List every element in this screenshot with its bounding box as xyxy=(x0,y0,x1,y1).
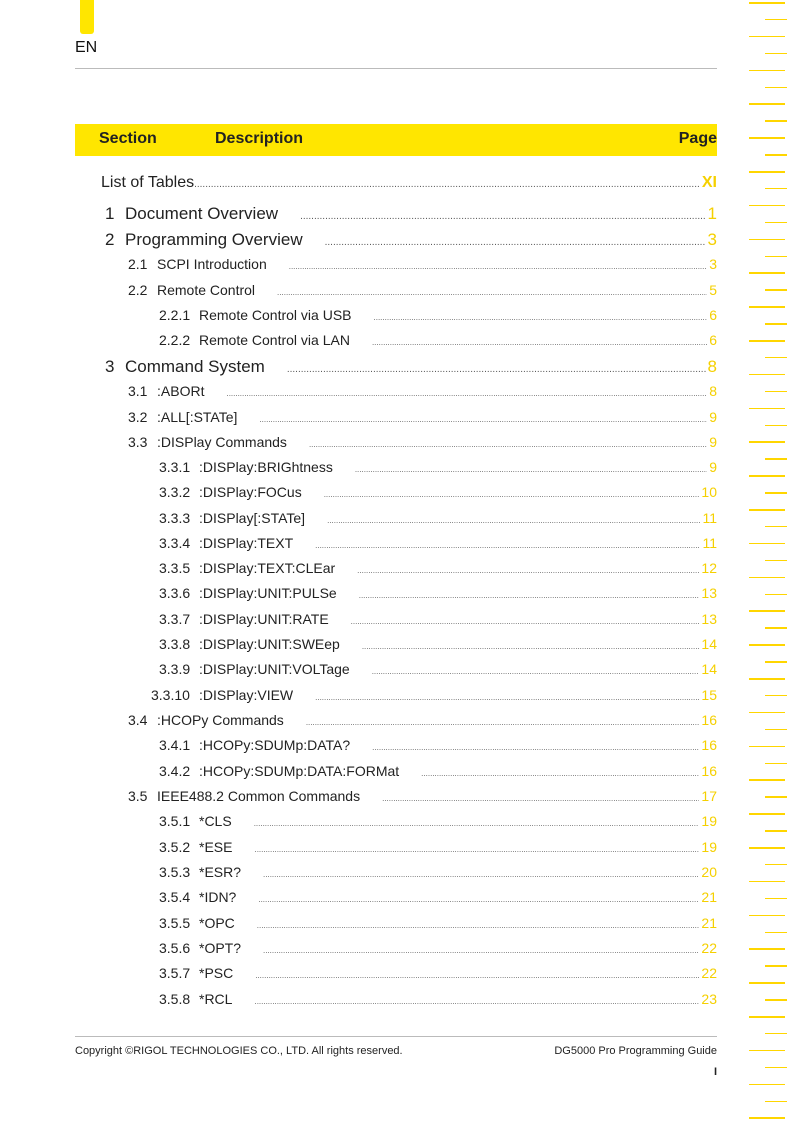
edge-tick xyxy=(765,695,787,697)
toc-entry[interactable] xyxy=(159,864,717,882)
toc-leader-dots xyxy=(254,991,699,1007)
toc-entry-title: :DISPlay:UNIT:PULSe xyxy=(199,585,337,601)
toc-entry-number: 3.3.5 xyxy=(159,560,191,576)
edge-tick xyxy=(749,70,785,72)
toc-entry[interactable] xyxy=(159,940,717,958)
toc-entry-number: 3.3.3 xyxy=(159,510,191,526)
toc-entry-page: 9 xyxy=(709,459,717,475)
edge-tick xyxy=(765,120,787,122)
edge-tick xyxy=(765,763,787,765)
toc-entry-page: 15 xyxy=(701,687,717,703)
edge-tick xyxy=(765,357,787,359)
toc-entry-page: 19 xyxy=(701,813,717,829)
header-description: Description xyxy=(215,130,304,147)
toc-entry[interactable] xyxy=(128,434,717,452)
edge-tick xyxy=(749,374,785,376)
toc-entry[interactable] xyxy=(105,230,717,248)
toc-entry-page: 1 xyxy=(707,204,717,223)
edge-tick xyxy=(765,256,787,258)
toc-leader-dots xyxy=(254,839,699,855)
edge-tick xyxy=(749,103,785,105)
toc-entry[interactable] xyxy=(159,661,717,679)
toc-entry-number: 3.4.2 xyxy=(159,763,191,779)
toc-entry-page: 14 xyxy=(701,636,717,652)
toc-leader-dots xyxy=(226,383,707,399)
toc-entry[interactable] xyxy=(128,282,717,300)
toc-entry-number: 3.5 xyxy=(128,788,148,804)
edge-tick xyxy=(765,830,787,832)
toc-entry-page: 10 xyxy=(701,484,717,500)
toc-entry-number: 2 xyxy=(105,230,115,249)
edge-tick xyxy=(765,898,787,900)
toc-leader-dots xyxy=(263,864,699,880)
toc-entry-title: :DISPlay:UNIT:SWEep xyxy=(199,636,340,652)
toc-leader-dots xyxy=(289,256,707,272)
edge-tick xyxy=(765,1101,787,1103)
toc-entry[interactable] xyxy=(128,256,717,274)
toc-entry[interactable] xyxy=(159,763,717,781)
edge-tick xyxy=(749,272,785,274)
toc-entry-title: :DISPlay Commands xyxy=(157,434,287,450)
toc-entry-page: 5 xyxy=(709,282,717,298)
toc-entry[interactable] xyxy=(159,510,717,528)
toc-leader-dots xyxy=(382,788,699,804)
toc-leader-dots xyxy=(315,687,699,703)
toc-entry-page: 16 xyxy=(701,712,717,728)
toc-entry-page: 21 xyxy=(701,889,717,905)
toc-entry-title: *OPT? xyxy=(199,940,242,956)
edge-tick xyxy=(765,154,787,156)
toc-entry-page: 8 xyxy=(707,357,717,376)
edge-tick xyxy=(749,509,785,511)
edge-tick xyxy=(765,526,787,528)
toc-leader-dots xyxy=(300,204,705,224)
toc-entry-title: :DISPlay:VIEW xyxy=(199,687,294,703)
toc-leader-dots xyxy=(255,965,699,981)
toc-entry-title: :DISPlay:BRIGhtness xyxy=(199,459,333,475)
toc-entry-number: 3.5.3 xyxy=(159,864,191,880)
toc-leader-dots xyxy=(257,915,700,931)
toc-entry-title: List of Tables xyxy=(101,174,195,191)
toc-entry[interactable] xyxy=(159,484,717,502)
toc-entry[interactable] xyxy=(159,332,717,350)
toc-leader-dots xyxy=(325,230,706,250)
toc-entry-number: 3.5.5 xyxy=(159,915,191,931)
toc-entry-number: 3.2 xyxy=(128,409,148,425)
toc-entry-title: *PSC xyxy=(199,965,234,981)
toc-entry-number: 3.3.6 xyxy=(159,585,191,601)
toc-entry[interactable] xyxy=(159,535,717,553)
toc-entry-page: 8 xyxy=(709,383,717,399)
toc-entry-page: 16 xyxy=(701,763,717,779)
edge-index-marks xyxy=(743,0,793,1122)
edge-tick xyxy=(749,779,785,781)
edge-tick xyxy=(749,205,785,207)
toc-leader-dots xyxy=(351,611,700,627)
toc-leader-dots xyxy=(327,510,700,526)
toc-leader-dots xyxy=(315,535,700,551)
edge-tick xyxy=(765,560,787,562)
header-page: Page xyxy=(678,130,717,147)
toc-entry-title: *ESE xyxy=(199,839,233,855)
toc-entry[interactable] xyxy=(159,459,717,477)
toc-entry-title: :DISPlay:TEXT:CLEar xyxy=(199,560,336,576)
toc-entry-title: :DISPlay:FOCus xyxy=(199,484,302,500)
edge-tick xyxy=(765,932,787,934)
toc-leader-dots xyxy=(324,484,700,500)
page-number: I xyxy=(713,1066,717,1078)
toc-entry-title: Remote Control via LAN xyxy=(199,332,350,348)
toc-leader-dots xyxy=(254,813,700,829)
toc-entry-title: :HCOPy:SDUMp:DATA:FORMat xyxy=(199,763,400,779)
toc-entry-title: Remote Control xyxy=(157,282,256,298)
toc-entry-number: 3.3.4 xyxy=(159,535,191,551)
edge-tick xyxy=(749,1016,785,1018)
toc-entry[interactable] xyxy=(101,174,717,192)
toc-entry-page: 23 xyxy=(701,991,717,1007)
toc-entry-number: 2.2.1 xyxy=(159,307,191,323)
toc-leader-dots xyxy=(355,459,707,475)
toc-leader-dots xyxy=(263,940,699,956)
toc-entry-number: 3.3.9 xyxy=(159,661,191,677)
edge-tick xyxy=(765,188,787,190)
edge-tick xyxy=(749,577,785,579)
edge-tick xyxy=(749,746,785,748)
toc-entry[interactable] xyxy=(128,409,717,427)
edge-tick xyxy=(749,644,785,646)
toc-leader-dots xyxy=(357,560,699,576)
edge-tick xyxy=(749,171,785,173)
toc-entry-number: 1 xyxy=(105,204,115,223)
toc-entry-title: SCPI Introduction xyxy=(157,256,267,272)
edge-tick xyxy=(765,661,787,663)
toc-entry-number: 3.3 xyxy=(128,434,148,450)
edge-tick xyxy=(765,19,787,21)
edge-tick xyxy=(749,239,785,241)
edge-tick xyxy=(765,1067,787,1069)
edge-tick xyxy=(765,323,787,325)
toc-entry-page: 16 xyxy=(701,737,717,753)
toc-entry-title: :ABORt xyxy=(157,383,205,399)
toc-entry-page: 13 xyxy=(701,611,717,627)
edge-tick xyxy=(765,222,787,224)
toc-entry[interactable] xyxy=(159,560,717,578)
toc-entry-number: 3.5.7 xyxy=(159,965,191,981)
edge-tick xyxy=(765,492,787,494)
edge-tick xyxy=(749,982,785,984)
toc-leader-dots xyxy=(421,763,699,779)
toc-leader-dots xyxy=(258,889,699,905)
edge-tick xyxy=(765,999,787,1001)
toc-entry-title: *ESR? xyxy=(199,864,242,880)
toc-entry-number: 3.3.1 xyxy=(159,459,191,475)
bottom-divider xyxy=(75,1036,717,1037)
toc-entry[interactable] xyxy=(128,383,717,401)
toc-entry-number: 3.5.2 xyxy=(159,839,191,855)
toc-entry[interactable] xyxy=(105,204,717,222)
toc-entry-title: *IDN? xyxy=(199,889,237,905)
edge-tick xyxy=(749,915,785,917)
toc-entry-title: Document Overview xyxy=(125,204,279,223)
toc-entry-number: 3 xyxy=(105,357,115,376)
toc-entry[interactable] xyxy=(128,788,717,806)
toc-entry[interactable] xyxy=(159,307,717,325)
edge-tick xyxy=(749,948,785,950)
toc-entry-title: :HCOPy:SDUMp:DATA? xyxy=(199,737,351,753)
edge-tick xyxy=(765,627,787,629)
toc-leader-dots xyxy=(372,661,700,677)
edge-tick xyxy=(749,678,785,680)
toc-entry-page: 3 xyxy=(707,230,717,249)
toc-entry[interactable] xyxy=(159,889,717,907)
toc-entry-page: 11 xyxy=(702,510,717,526)
edge-tick xyxy=(765,594,787,596)
edge-tick xyxy=(749,881,785,883)
edge-tick xyxy=(765,796,787,798)
toc-entry-page: 22 xyxy=(701,940,717,956)
edge-tick xyxy=(749,36,785,38)
toc-entry[interactable] xyxy=(159,991,717,1009)
toc-entry-page: XI xyxy=(701,174,717,191)
toc-entry-title: :DISPlay:TEXT xyxy=(199,535,294,551)
edge-tick xyxy=(765,53,787,55)
toc-entry-page: 13 xyxy=(701,585,717,601)
toc-entry-number: 3.5.6 xyxy=(159,940,191,956)
toc-leader-dots xyxy=(359,585,700,601)
toc-entry-page: 9 xyxy=(709,434,717,450)
toc-leader-dots xyxy=(372,332,707,348)
toc-entry-title: :HCOPy Commands xyxy=(157,712,284,728)
edge-tick xyxy=(749,1117,785,1119)
toc-leader-dots xyxy=(277,282,707,298)
toc-entry-title: :DISPlay:UNIT:RATE xyxy=(199,611,329,627)
edge-tick xyxy=(749,137,785,139)
toc-entry-page: 6 xyxy=(709,332,717,348)
toc-entry-number: 2.2 xyxy=(128,282,148,298)
header-section: Section xyxy=(99,130,157,147)
toc-entry-page: 21 xyxy=(701,915,717,931)
toc-entry-page: 6 xyxy=(709,307,717,323)
edge-tick xyxy=(765,864,787,866)
toc-entry[interactable] xyxy=(128,712,717,730)
toc-entry-page: 3 xyxy=(709,256,717,272)
toc-leader-dots xyxy=(306,712,700,728)
edge-tick xyxy=(749,340,785,342)
toc-entry-page: 22 xyxy=(701,965,717,981)
toc-entry[interactable] xyxy=(159,611,717,629)
toc-leader-dots xyxy=(194,174,700,192)
toc-entry-number: 3.3.8 xyxy=(159,636,191,652)
edge-tick xyxy=(765,729,787,731)
toc-entry-title: :ALL[:STATe] xyxy=(157,409,238,425)
toc-entry-number: 3.3.10 xyxy=(151,687,190,703)
edge-tick xyxy=(765,289,787,291)
toc-entry-title: :DISPlay:UNIT:VOLTage xyxy=(199,661,350,677)
toc-leader-dots xyxy=(287,357,706,377)
toc-entry[interactable] xyxy=(105,357,717,375)
edge-tick xyxy=(765,425,787,427)
toc-entry[interactable] xyxy=(159,585,717,603)
edge-tick xyxy=(765,1033,787,1035)
toc-entry-title: *RCL xyxy=(199,991,233,1007)
toc-entry-page: 12 xyxy=(701,560,717,576)
toc-entry-page: 14 xyxy=(701,661,717,677)
toc-entry-number: 3.5.1 xyxy=(159,813,191,829)
toc-entry-page: 11 xyxy=(702,535,717,551)
toc-entry-page: 20 xyxy=(701,864,717,880)
edge-tick xyxy=(749,1050,785,1052)
edge-tick xyxy=(749,1084,785,1086)
toc-entry[interactable] xyxy=(151,687,717,705)
toc-entry-title: *OPC xyxy=(199,915,235,931)
edge-tick xyxy=(765,458,787,460)
edge-tick xyxy=(749,475,785,477)
toc-entry-number: 2.2.2 xyxy=(159,332,191,348)
edge-tick xyxy=(765,87,787,89)
toc-entry[interactable] xyxy=(159,965,717,983)
guide-title: DG5000 Pro Programming Guide xyxy=(554,1045,717,1057)
toc-entry-title: :DISPlay[:STATe] xyxy=(199,510,306,526)
toc-entry[interactable] xyxy=(159,915,717,933)
toc-entry-title: Remote Control via USB xyxy=(199,307,352,323)
toc-entry-page: 9 xyxy=(709,409,717,425)
toc-entry-number: 3.3.2 xyxy=(159,484,191,500)
edge-tick xyxy=(749,306,785,308)
toc-entry-number: 3.4 xyxy=(128,712,148,728)
edge-tick xyxy=(749,847,785,849)
edge-tick xyxy=(749,712,785,714)
toc-entry-number: 2.1 xyxy=(128,256,148,272)
toc-entry[interactable] xyxy=(159,737,717,755)
toc-leader-dots xyxy=(372,737,699,753)
toc-entry-title: Command System xyxy=(125,357,265,376)
toc-leader-dots xyxy=(259,409,707,425)
toc-entry-title: *CLS xyxy=(199,813,232,829)
edge-tick xyxy=(749,543,785,545)
copyright-text: Copyright ©RIGOL TECHNOLOGIES CO., LTD. All rights reserved. xyxy=(75,1045,403,1057)
toc-entry-number: 3.3.7 xyxy=(159,611,191,627)
toc-leader-dots xyxy=(362,636,700,652)
edge-tick xyxy=(765,391,787,393)
edge-tick xyxy=(749,408,785,410)
toc-entry-page: 17 xyxy=(701,788,717,804)
toc-entry-page: 19 xyxy=(701,839,717,855)
toc-entry[interactable] xyxy=(159,813,717,831)
edge-tick xyxy=(749,813,785,815)
edge-tick xyxy=(765,965,787,967)
toc-entry[interactable] xyxy=(159,636,717,654)
toc-leader-dots xyxy=(374,307,708,323)
toc-leader-dots xyxy=(309,434,707,450)
edge-tick xyxy=(749,441,785,443)
toc-entry-title: IEEE488.2 Common Commands xyxy=(157,788,361,804)
toc-entry-number: 3.5.4 xyxy=(159,889,191,905)
edge-tick xyxy=(749,610,785,612)
language-label: EN xyxy=(75,39,98,56)
toc-entry-title: Programming Overview xyxy=(125,230,303,249)
toc-entry-number: 3.5.8 xyxy=(159,991,191,1007)
toc-entry-number: 3.1 xyxy=(128,383,148,399)
toc-entry[interactable] xyxy=(159,839,717,857)
edge-tick xyxy=(749,2,785,4)
toc-entry-number: 3.4.1 xyxy=(159,737,191,753)
